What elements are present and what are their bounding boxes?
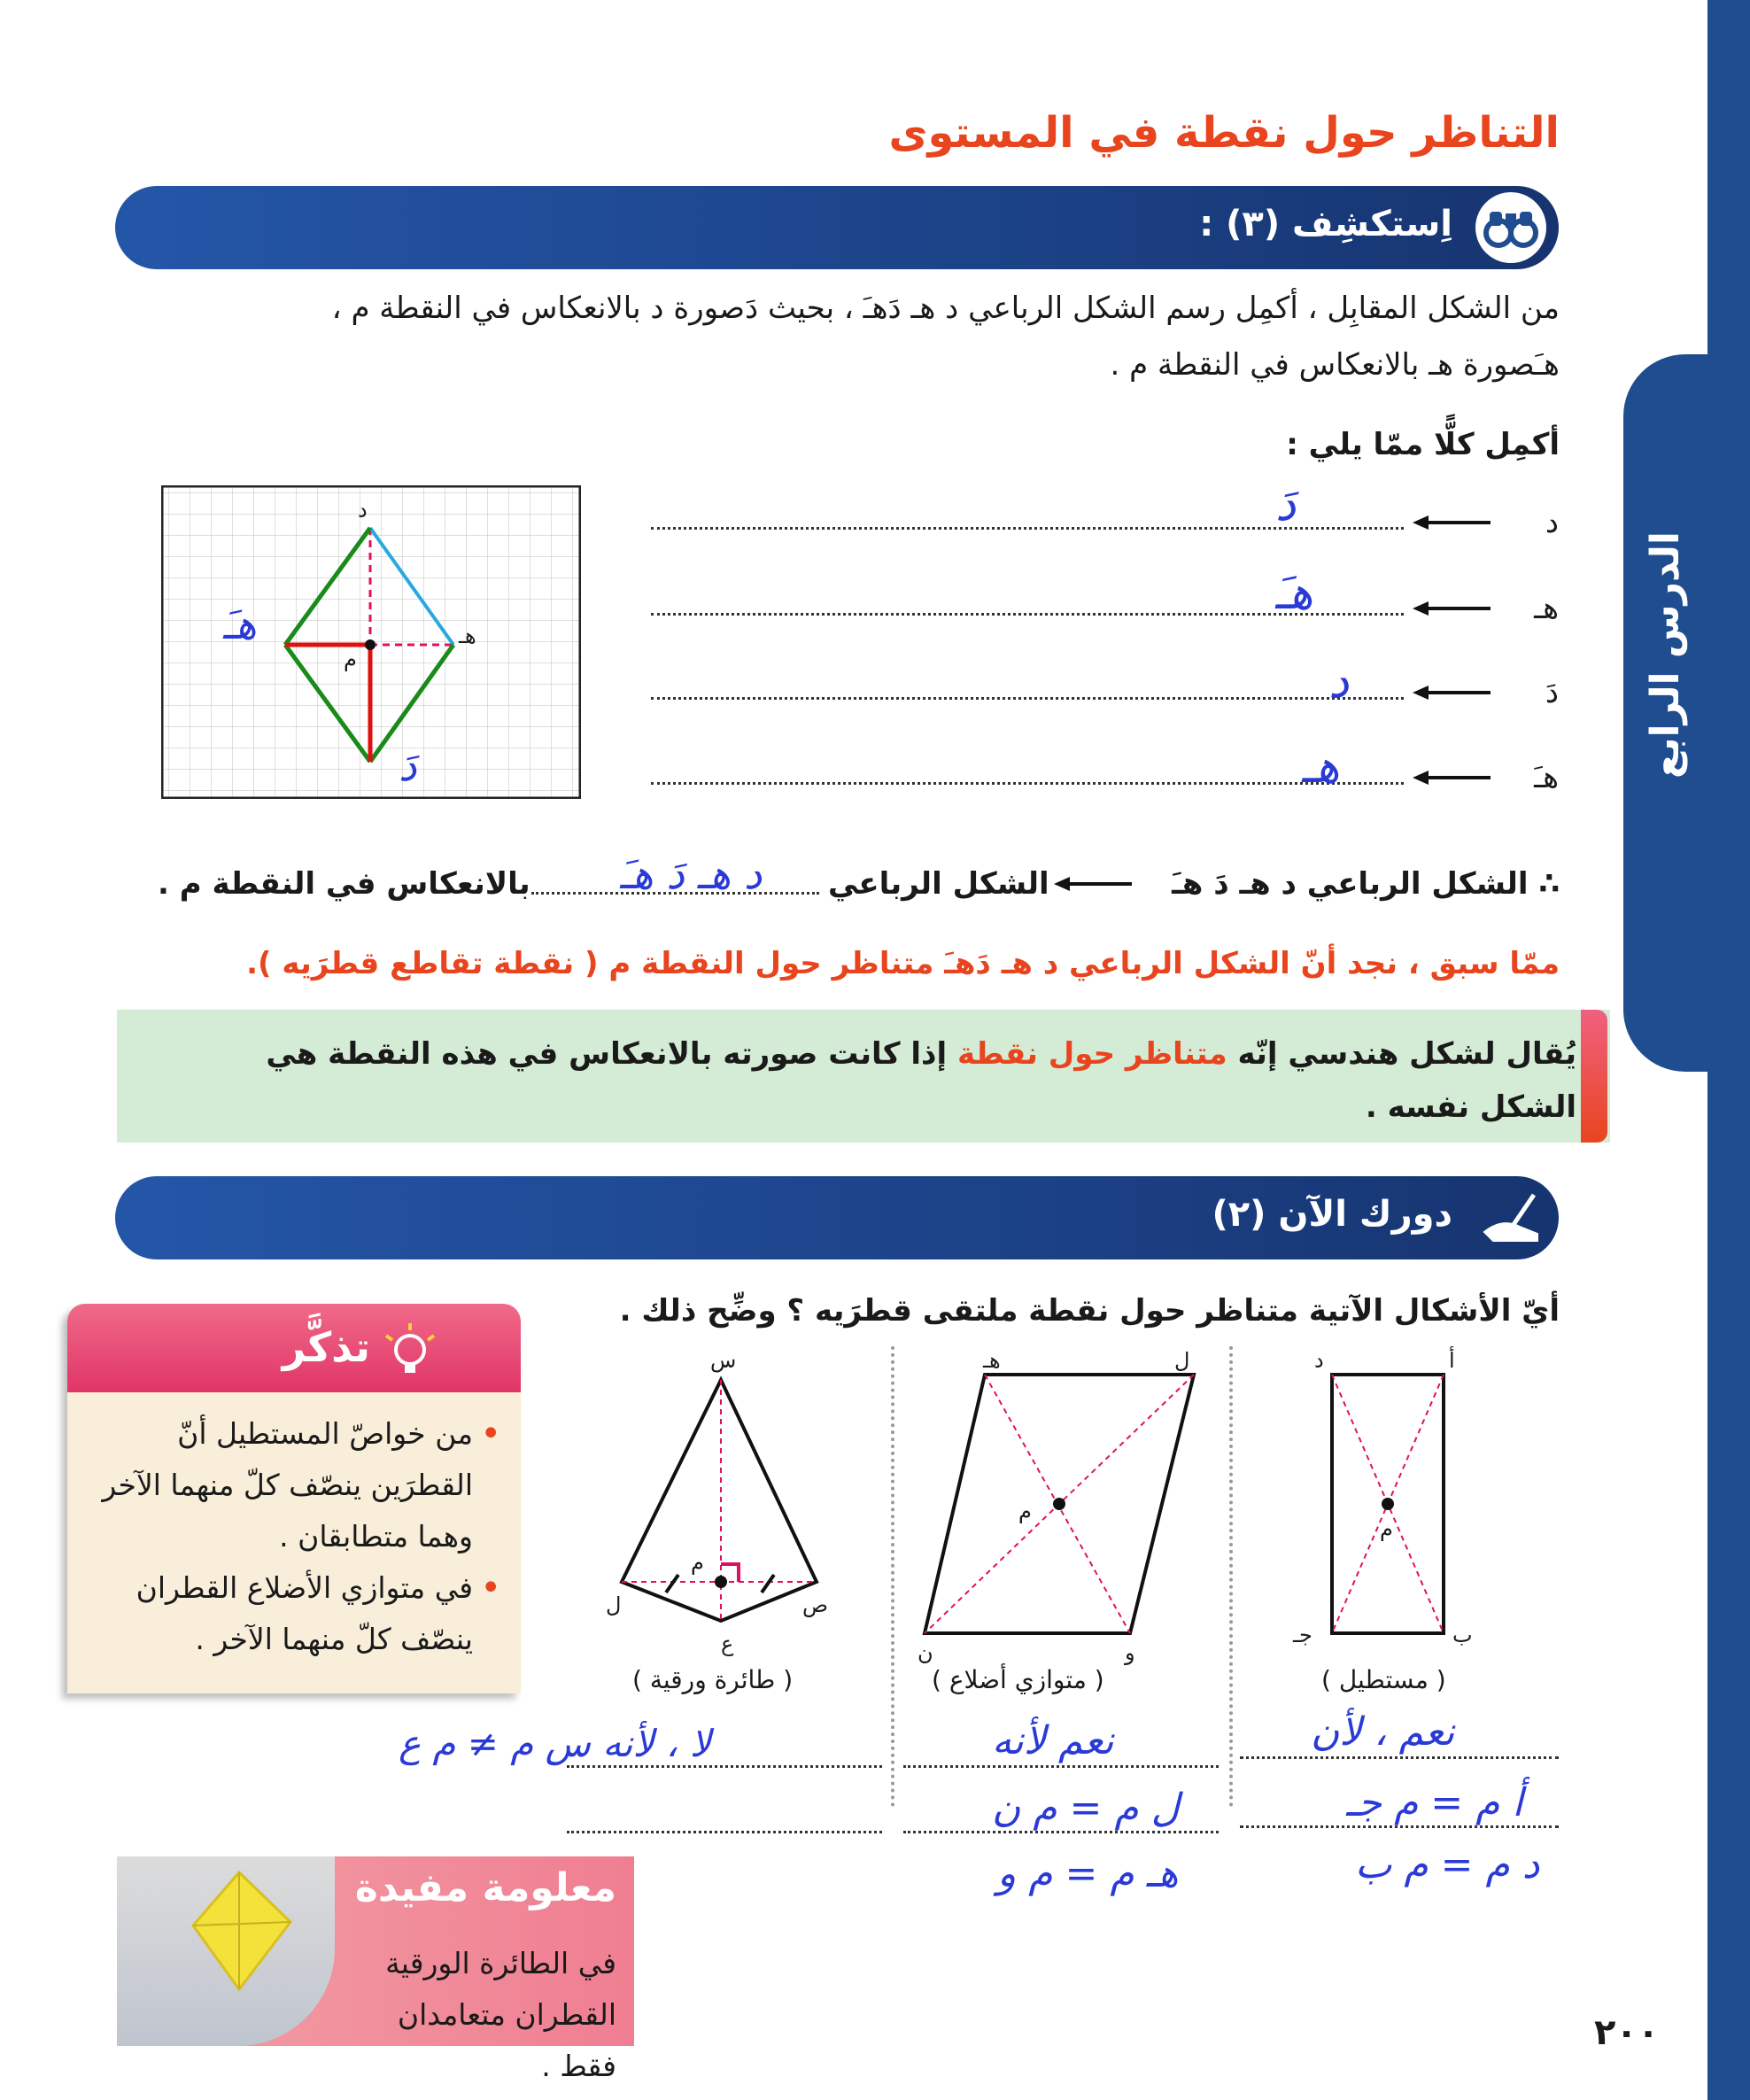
rectangle-caption: ( مستطيل )	[1321, 1665, 1446, 1694]
page-number: ٢٠٠	[1594, 2012, 1660, 2053]
lightbulb-icon	[379, 1320, 441, 1382]
answer-parallelogram-1: نعم لأنه	[992, 1718, 1114, 1763]
kite-caption: ( طائرة ورقية )	[632, 1665, 794, 1694]
rectangle-figure: أ د ب جـ م	[1293, 1348, 1473, 1647]
kite-grid-figure: د هـ م هـَ دَ	[161, 485, 581, 799]
arrow-left-icon	[1413, 682, 1492, 703]
page-title: التناظر حول نقطة في المستوى	[888, 108, 1560, 158]
conclusion: ممّا سبق ، نجد أنّ الشكل الرباعي د هـ دَهـَ متناظر حول النقطة م ( نقطة تقاطع قطرَيه ).	[246, 946, 1560, 981]
lesson-tab: الدرس الرابع	[1623, 354, 1707, 1072]
info-text: في الطائرة الورقية القطران متعامدان فقط .	[385, 1946, 616, 2083]
binoculars-icon	[1475, 192, 1546, 263]
explore-para-2: هـَصورة هـ بالانعكاس في النقطة م .	[1110, 347, 1560, 383]
answer-kite: لا ، لأنه س م ≠ م ع	[399, 1722, 711, 1765]
column-divider	[1229, 1346, 1233, 1807]
arrow-left-icon	[1054, 873, 1134, 895]
therefore-mid: الشكل الرباعي	[828, 866, 1049, 902]
explore-para-1: من الشكل المقابِل ، أكمِل رسم الشكل الرباعي د هـ دَهـَ ، بحيث دَصورة د بالانعكاس في النقطة م ،	[331, 291, 1560, 326]
remember-header: تذكَّر	[67, 1304, 521, 1392]
therefore-start: ∴ الشكل الرباعي د هـ دَ هـَ	[1172, 866, 1560, 902]
parallelogram-caption: ( متوازي أضلاع )	[932, 1665, 1104, 1694]
remember-list	[94, 1408, 501, 1665]
remember-box	[67, 1304, 521, 1693]
side-band	[1707, 0, 1750, 2100]
answer-rectangle-1: نعم ، لأن	[1311, 1709, 1455, 1755]
therefore-end: بالانعكاس في النقطة م .	[158, 866, 530, 902]
arrow-left-icon	[1413, 598, 1492, 619]
column-divider	[891, 1346, 894, 1807]
kite-figure: س ص ع ل م	[606, 1348, 829, 1656]
explore-banner	[115, 186, 1559, 269]
info-box	[117, 1856, 634, 2083]
complete-label: أكمِل كلًّا ممّا يلي :	[1286, 427, 1560, 462]
answer-parallelogram-2: ل م = م ن	[992, 1786, 1180, 1831]
parallelogram-figure: ل هـ و ن م	[912, 1348, 1213, 1667]
rule-text: يُقال لشكل هندسي إنّه متناظر حول نقطة إذا كانت صورته بالانعكاس في هذه النقطة هي الشكل نفسه .	[266, 1036, 1576, 1125]
your-turn-title: دورك الآن (٢)	[1212, 1194, 1452, 1235]
answer-parallelogram-3: هـ م = م و	[997, 1851, 1179, 1896]
info-title: معلومة مفيدة	[354, 1865, 616, 1910]
your-turn-question: أيّ الأشكال الآتية متناظر حول نقطة ملتقى قطرَيه ؟ وضِّح ذلك .	[619, 1293, 1560, 1329]
your-turn-banner	[115, 1176, 1559, 1259]
therefore-answer: د هـ دَ هـَ	[620, 850, 763, 898]
answer-rectangle-3: د م = م ب	[1355, 1842, 1540, 1887]
explore-title: اِستكشِف (٣) :	[1199, 204, 1452, 244]
kite-photo	[117, 1856, 335, 2046]
arrow-left-icon	[1413, 512, 1492, 533]
list-item: • من خواصّ المستطيل أنّ القطرَين ينصّف كلّ منهما الآخر وهما متطابقان .	[94, 1408, 501, 1562]
rule-accent	[1581, 1010, 1607, 1143]
list-item: • في متوازي الأضلاع القطران ينصّف كلّ منهما الآخر .	[94, 1562, 501, 1665]
answer-rectangle-2: أ م = م جـ	[1346, 1780, 1523, 1825]
arrow-left-icon	[1413, 767, 1492, 788]
writing-hand-icon	[1475, 1182, 1546, 1253]
